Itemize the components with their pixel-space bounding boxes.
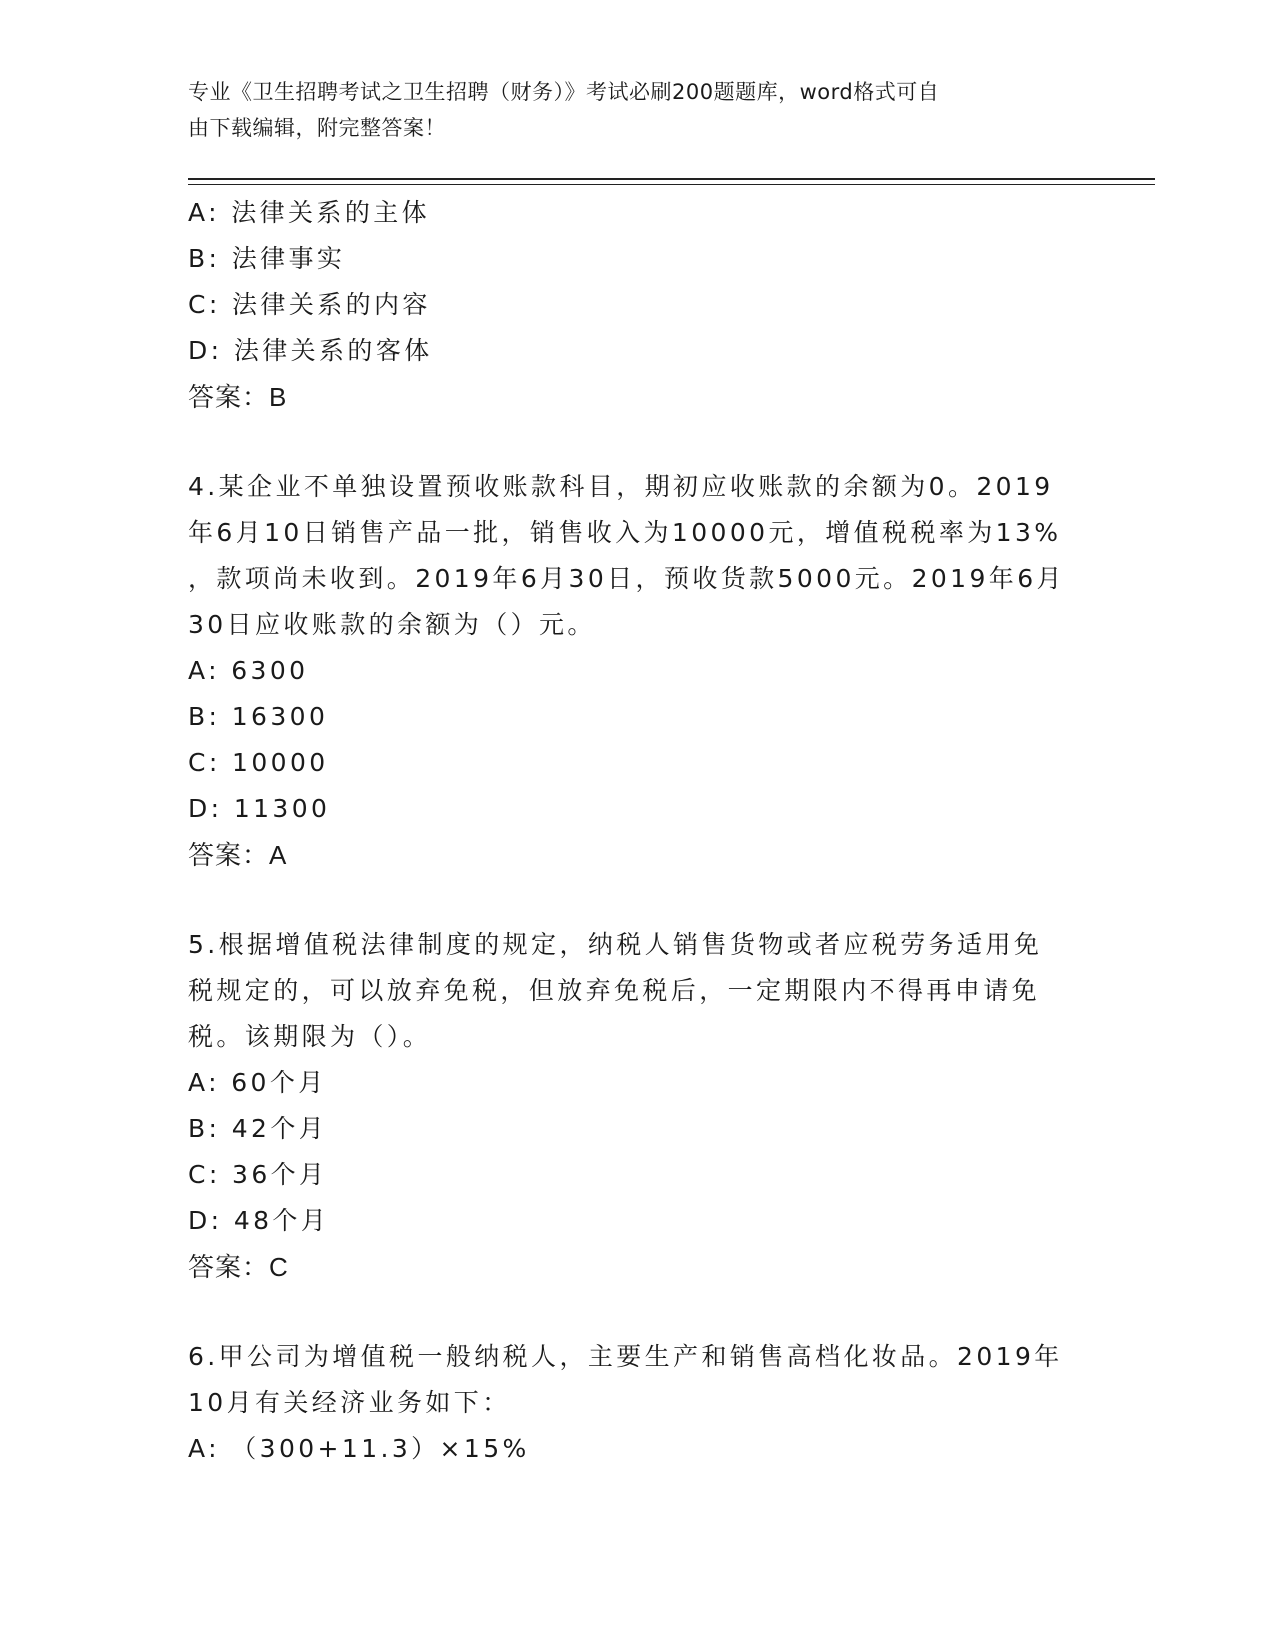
option-b: B: 法律事实 [188, 244, 346, 273]
question-text-line: 30日应收账款的余额为（）元。 [188, 610, 596, 639]
header-divider-thick [188, 178, 1155, 180]
header-divider-thin [188, 184, 1155, 185]
question-text-line: 税。该期限为（）。 [188, 1022, 432, 1051]
spacer [188, 878, 1088, 922]
option-d: D: 48个月 [188, 1206, 330, 1235]
question-text-line: 税规定的，可以放弃免税，但放弃免税后，一定期限内不得再申请免 [188, 976, 1041, 1005]
document-header [188, 74, 1068, 146]
option-a: A: 6300 [188, 656, 309, 685]
spacer [188, 420, 1088, 464]
question-4 [188, 464, 1088, 878]
option-a: A: 60个月 [188, 1068, 327, 1097]
option-a: A: 法律关系的主体 [188, 198, 431, 227]
option-b: B: 42个月 [188, 1114, 328, 1143]
answer: 答案：B [188, 382, 288, 412]
option-c: C: 法律关系的内容 [188, 290, 431, 319]
option-a: A: （300+11.3）×15% [188, 1434, 530, 1463]
question-text-line: 10月有关经济业务如下： [188, 1388, 511, 1417]
spacer [188, 1290, 1088, 1334]
question-text-line: ，款项尚未收到。2019年6月30日，预收货款5000元。2019年6月 [188, 564, 1065, 593]
answer: 答案：A [188, 840, 288, 870]
header-line-1: 专业《卫生招聘考试之卫生招聘（财务）》考试必刷200题题库，word格式可自 [188, 80, 940, 104]
header-line-2: 由下载编辑，附完整答案！ [188, 116, 446, 140]
question-text-line: 年6月10日销售产品一批，销售收入为10000元，增值税税率为13% [188, 518, 1062, 547]
option-b: B: 16300 [188, 702, 329, 731]
question-text-line: 6.甲公司为增值税一般纳税人，主要生产和销售高档化妆品。2019年 [188, 1342, 1063, 1371]
question-text-line: 4.某企业不单独设置预收账款科目，期初应收账款的余额为0。2019 [188, 472, 1054, 501]
question-6 [188, 1334, 1088, 1472]
question-5 [188, 922, 1088, 1290]
option-c: C: 36个月 [188, 1160, 328, 1189]
answer: 答案：C [188, 1252, 289, 1282]
question-text-line: 5.根据增值税法律制度的规定，纳税人销售货物或者应税劳务适用免 [188, 930, 1043, 959]
option-d: D: 法律关系的客体 [188, 336, 433, 365]
document-body [188, 190, 1088, 1472]
option-c: C: 10000 [188, 748, 329, 777]
option-d: D: 11300 [188, 794, 331, 823]
question-3 [188, 190, 1088, 420]
